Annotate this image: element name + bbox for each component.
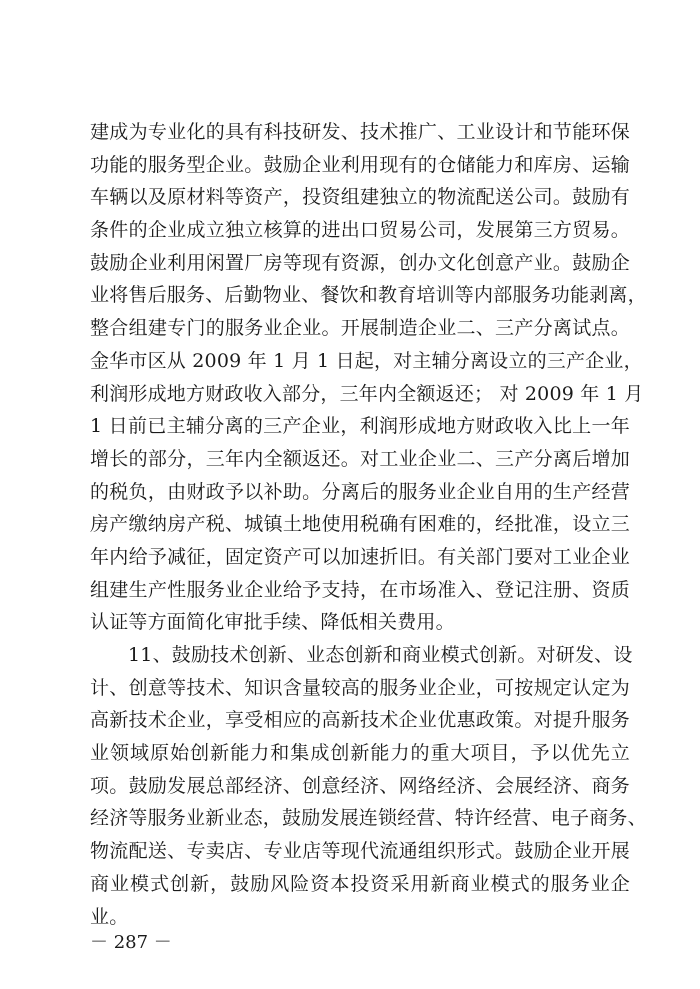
paragraph-1-line-9: 利润形成地方财政收入部分，三年内全额返还； 对 2009 年 1 月	[90, 382, 644, 405]
paragraph-1-line-1: 建成为专业化的具有科技研发、技术推广、工业设计和节能环保	[90, 121, 630, 143]
paragraph-1-line-2: 功能的服务型企业。鼓励企业利用现有的仓储能力和库房、运输	[90, 153, 630, 176]
paragraph-2-line-8: 商业模式创新，鼓励风险资本投资采用新商业模式的服务业企	[90, 872, 630, 895]
paragraph-2-line-7: 物流配送、专卖店、专业店等现代流通组织形式。鼓励企业开展	[90, 840, 630, 863]
paragraph-1-line-5: 鼓励企业利用闲置厂房等现有资源，创办文化创意产业。鼓励企	[90, 251, 630, 274]
paragraph-1-line-8: 金华市区从 2009 年 1 月 1 日起，对主辅分离设立的三产企业，	[90, 349, 643, 372]
paragraph-1-line-12: 的税负，由财政予以补助。分离后的服务业企业自用的生产经营	[90, 480, 630, 503]
paragraph-1-line-13: 房产缴纳房产税、城镇土地使用税确有困难的，经批准，设立三	[90, 513, 630, 536]
paragraph-1-line-3: 车辆以及原材料等资产，投资组建独立的物流配送公司。鼓励有	[90, 186, 630, 209]
paragraph-1-line-10: 1 日前已主辅分离的三产企业，利润形成地方财政收入比上一年	[90, 415, 630, 438]
paragraph-1-line-7: 整合组建专门的服务业企业。开展制造企业二、三产分离试点。	[90, 317, 630, 340]
page-number: － 287 －	[90, 932, 172, 953]
paragraph-2-line-6: 经济等服务业新业态，鼓励发展连锁经营、特许经营、电子商务、	[90, 807, 647, 830]
paragraph-2-line-3: 高新技术企业，享受相应的高新技术企业优惠政策。对提升服务	[90, 709, 630, 732]
paragraph-2-line-4: 业领域原始创新能力和集成创新能力的重大项目，予以优先立	[90, 742, 630, 765]
paragraph-1-line-6: 业将售后服务、后勤物业、餐饮和教育培训等内部服务功能剥离，	[90, 284, 647, 307]
body-text	[90, 116, 647, 933]
paragraph-1-line-11: 增长的部分，三年内全额返还。对工业企业二、三产分离后增加	[90, 447, 630, 470]
paragraph-2-line-5: 项。鼓励发展总部经济、创意经济、网络经济、会展经济、商务	[90, 774, 630, 797]
paragraph-1-line-16: 认证等方面简化审批手续、降低相关费用。	[90, 611, 455, 634]
paragraph-1-line-14: 年内给予减征，固定资产可以加速折旧。有关部门要对工业企业	[90, 545, 630, 568]
paragraph-2-line-2: 计、创意等技术、知识含量较高的服务业企业，可按规定认定为	[90, 676, 630, 699]
paragraph-2-line-9: 业。	[90, 905, 129, 928]
paragraph-1-line-15: 组建生产性服务业企业给予支持，在市场准入、登记注册、资质	[90, 578, 630, 601]
paragraph-1-line-4: 条件的企业成立独立核算的进出口贸易公司，发展第三方贸易。	[90, 219, 630, 242]
paragraph-2-line-1: 11、鼓励技术创新、业态创新和商业模式创新。对研发、设	[128, 644, 633, 666]
